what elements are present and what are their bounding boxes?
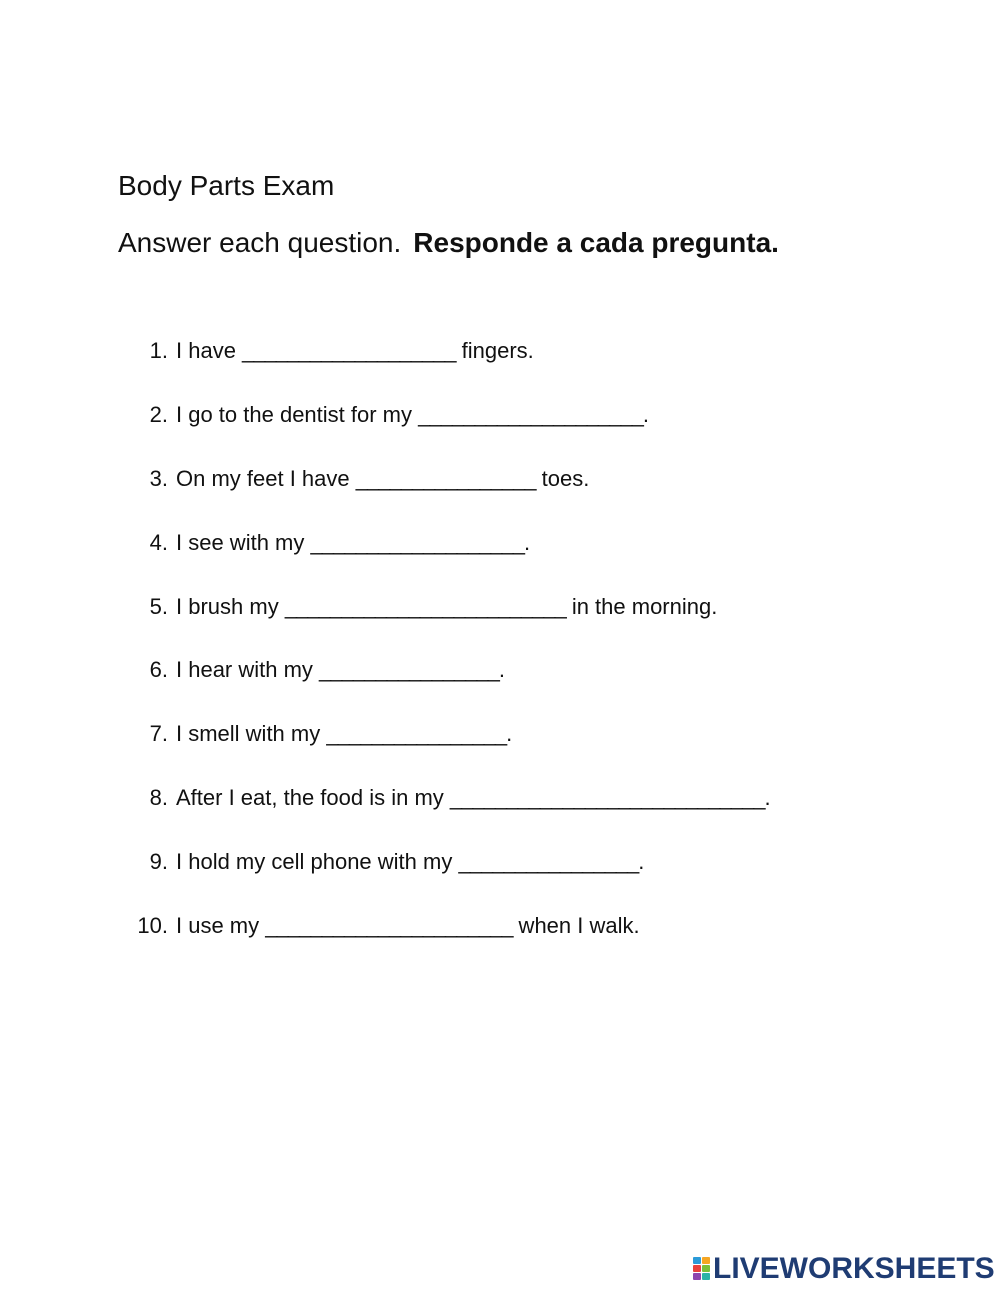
answer-blank[interactable]: ________________ xyxy=(458,849,639,874)
logo-text: LIVEWORKSHEETS xyxy=(713,1252,995,1285)
answer-blank[interactable]: ___________________ xyxy=(242,338,456,363)
logo-block xyxy=(693,1265,701,1272)
question-text: I hear with my ________________. xyxy=(176,657,505,682)
question-number: 6. xyxy=(149,657,168,682)
answer-blank[interactable]: ___________________ xyxy=(310,530,524,555)
question-text: I see with my ___________________. xyxy=(176,530,531,555)
question-number: 8. xyxy=(149,785,168,810)
liveworksheets-logo[interactable] xyxy=(693,1254,995,1284)
logo-block xyxy=(702,1265,710,1272)
answer-blank[interactable]: ________________ xyxy=(355,466,536,491)
question-number: 3. xyxy=(149,466,168,491)
question-number: 10. xyxy=(137,913,168,938)
question-text: On my feet I have ________________ toes. xyxy=(176,466,590,491)
logo-block xyxy=(693,1273,701,1280)
answer-blank[interactable]: ______________________ xyxy=(265,913,513,938)
question-number: 4. xyxy=(149,530,168,555)
question-number: 2. xyxy=(149,402,168,427)
instructions-spanish: Responde a cada pregunta. xyxy=(413,227,779,258)
logo-block xyxy=(702,1257,710,1264)
instructions-english: Answer each question. xyxy=(118,227,402,258)
answer-blank[interactable]: ________________ xyxy=(319,657,499,682)
page-title: Body Parts Exam xyxy=(118,170,335,201)
question-text: I smell with my ________________. xyxy=(176,721,513,746)
question-number: 7. xyxy=(149,721,168,746)
question-text: I brush my _________________________ in the morning. xyxy=(176,594,718,619)
question-number: 5. xyxy=(149,594,168,619)
logo-block xyxy=(702,1273,710,1280)
answer-blank[interactable]: ________________ xyxy=(326,721,507,746)
question-text: After I eat, the food is in my ____________________________. xyxy=(176,785,771,810)
question-number: 9. xyxy=(149,849,168,874)
answer-blank[interactable]: ____________________ xyxy=(418,402,643,427)
question-text: I have ___________________ fingers. xyxy=(176,338,534,363)
answer-blank[interactable]: ____________________________ xyxy=(449,785,765,810)
question-text: I go to the dentist for my ____________________. xyxy=(176,402,649,427)
logo-block xyxy=(693,1257,701,1264)
question-text: I use my ______________________ when I walk. xyxy=(176,913,640,938)
logo-blocks-icon xyxy=(693,1257,711,1281)
question-number: 1. xyxy=(149,338,168,363)
instructions xyxy=(118,225,779,261)
question-text: I hold my cell phone with my ________________. xyxy=(176,849,645,874)
answer-blank[interactable]: _________________________ xyxy=(284,594,566,619)
